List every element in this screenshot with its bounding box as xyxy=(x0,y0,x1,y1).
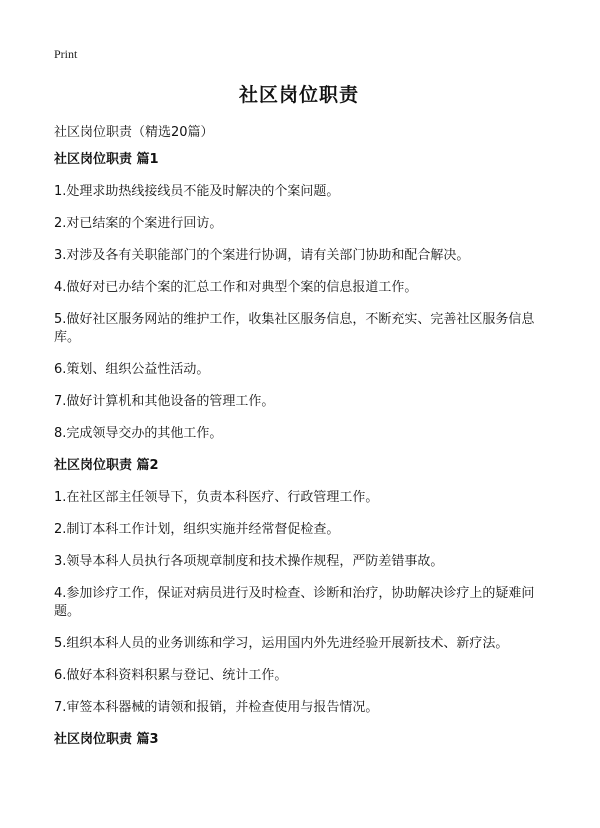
list-item: 5.做好社区服务网站的维护工作，收集社区服务信息，不断充实、完善社区服务信息库。 xyxy=(54,312,535,345)
list-item: 2.制订本科工作计划，组织实施并经常督促检查。 xyxy=(54,522,340,537)
list-item: 4.做好对已办结个案的汇总工作和对典型个案的信息报道工作。 xyxy=(54,280,418,295)
list-item: 3.对涉及各有关职能部门的个案进行协调，请有关部门协助和配合解决。 xyxy=(54,248,470,263)
section-1 xyxy=(54,151,550,443)
page-title: 社区岗位职责 xyxy=(238,84,359,106)
list-item: 1.在社区部主任领导下，负责本科医疗、行政管理工作。 xyxy=(54,490,379,505)
list-item: 2.对已结案的个案进行回访。 xyxy=(54,216,223,231)
list-item: 3.领导本科人员执行各项规章制度和技术操作规程，严防差错事故。 xyxy=(54,554,444,569)
list-item: 6.策划、组织公益性活动。 xyxy=(54,362,210,377)
list-item: 6.做好本科资料积累与登记、统计工作。 xyxy=(54,668,288,683)
section-heading: 社区岗位职责 篇3 xyxy=(54,732,159,747)
list-item: 1.处理求助热线接线员不能及时解决的个案问题。 xyxy=(54,184,340,199)
section-heading: 社区岗位职责 篇2 xyxy=(54,458,159,473)
list-item: 7.做好计算机和其他设备的管理工作。 xyxy=(54,394,275,409)
section-2 xyxy=(54,457,550,717)
section-heading: 社区岗位职责 篇1 xyxy=(54,152,159,167)
list-item: 4.参加诊疗工作，保证对病员进行及时检查、诊断和治疗，协助解决诊疗上的疑难问题。 xyxy=(54,586,535,619)
document-content xyxy=(54,151,550,763)
print-link[interactable]: Print xyxy=(54,47,78,61)
document-subtitle: 社区岗位职责（精选20篇） xyxy=(54,125,214,140)
section-3 xyxy=(54,731,550,749)
list-item: 7.审签本科器械的请领和报销，并检查使用与报告情况。 xyxy=(54,700,379,715)
list-item: 8.完成领导交办的其他工作。 xyxy=(54,426,223,441)
list-item: 5.组织本科人员的业务训练和学习，运用国内外先进经验开展新技术、新疗法。 xyxy=(54,636,509,651)
